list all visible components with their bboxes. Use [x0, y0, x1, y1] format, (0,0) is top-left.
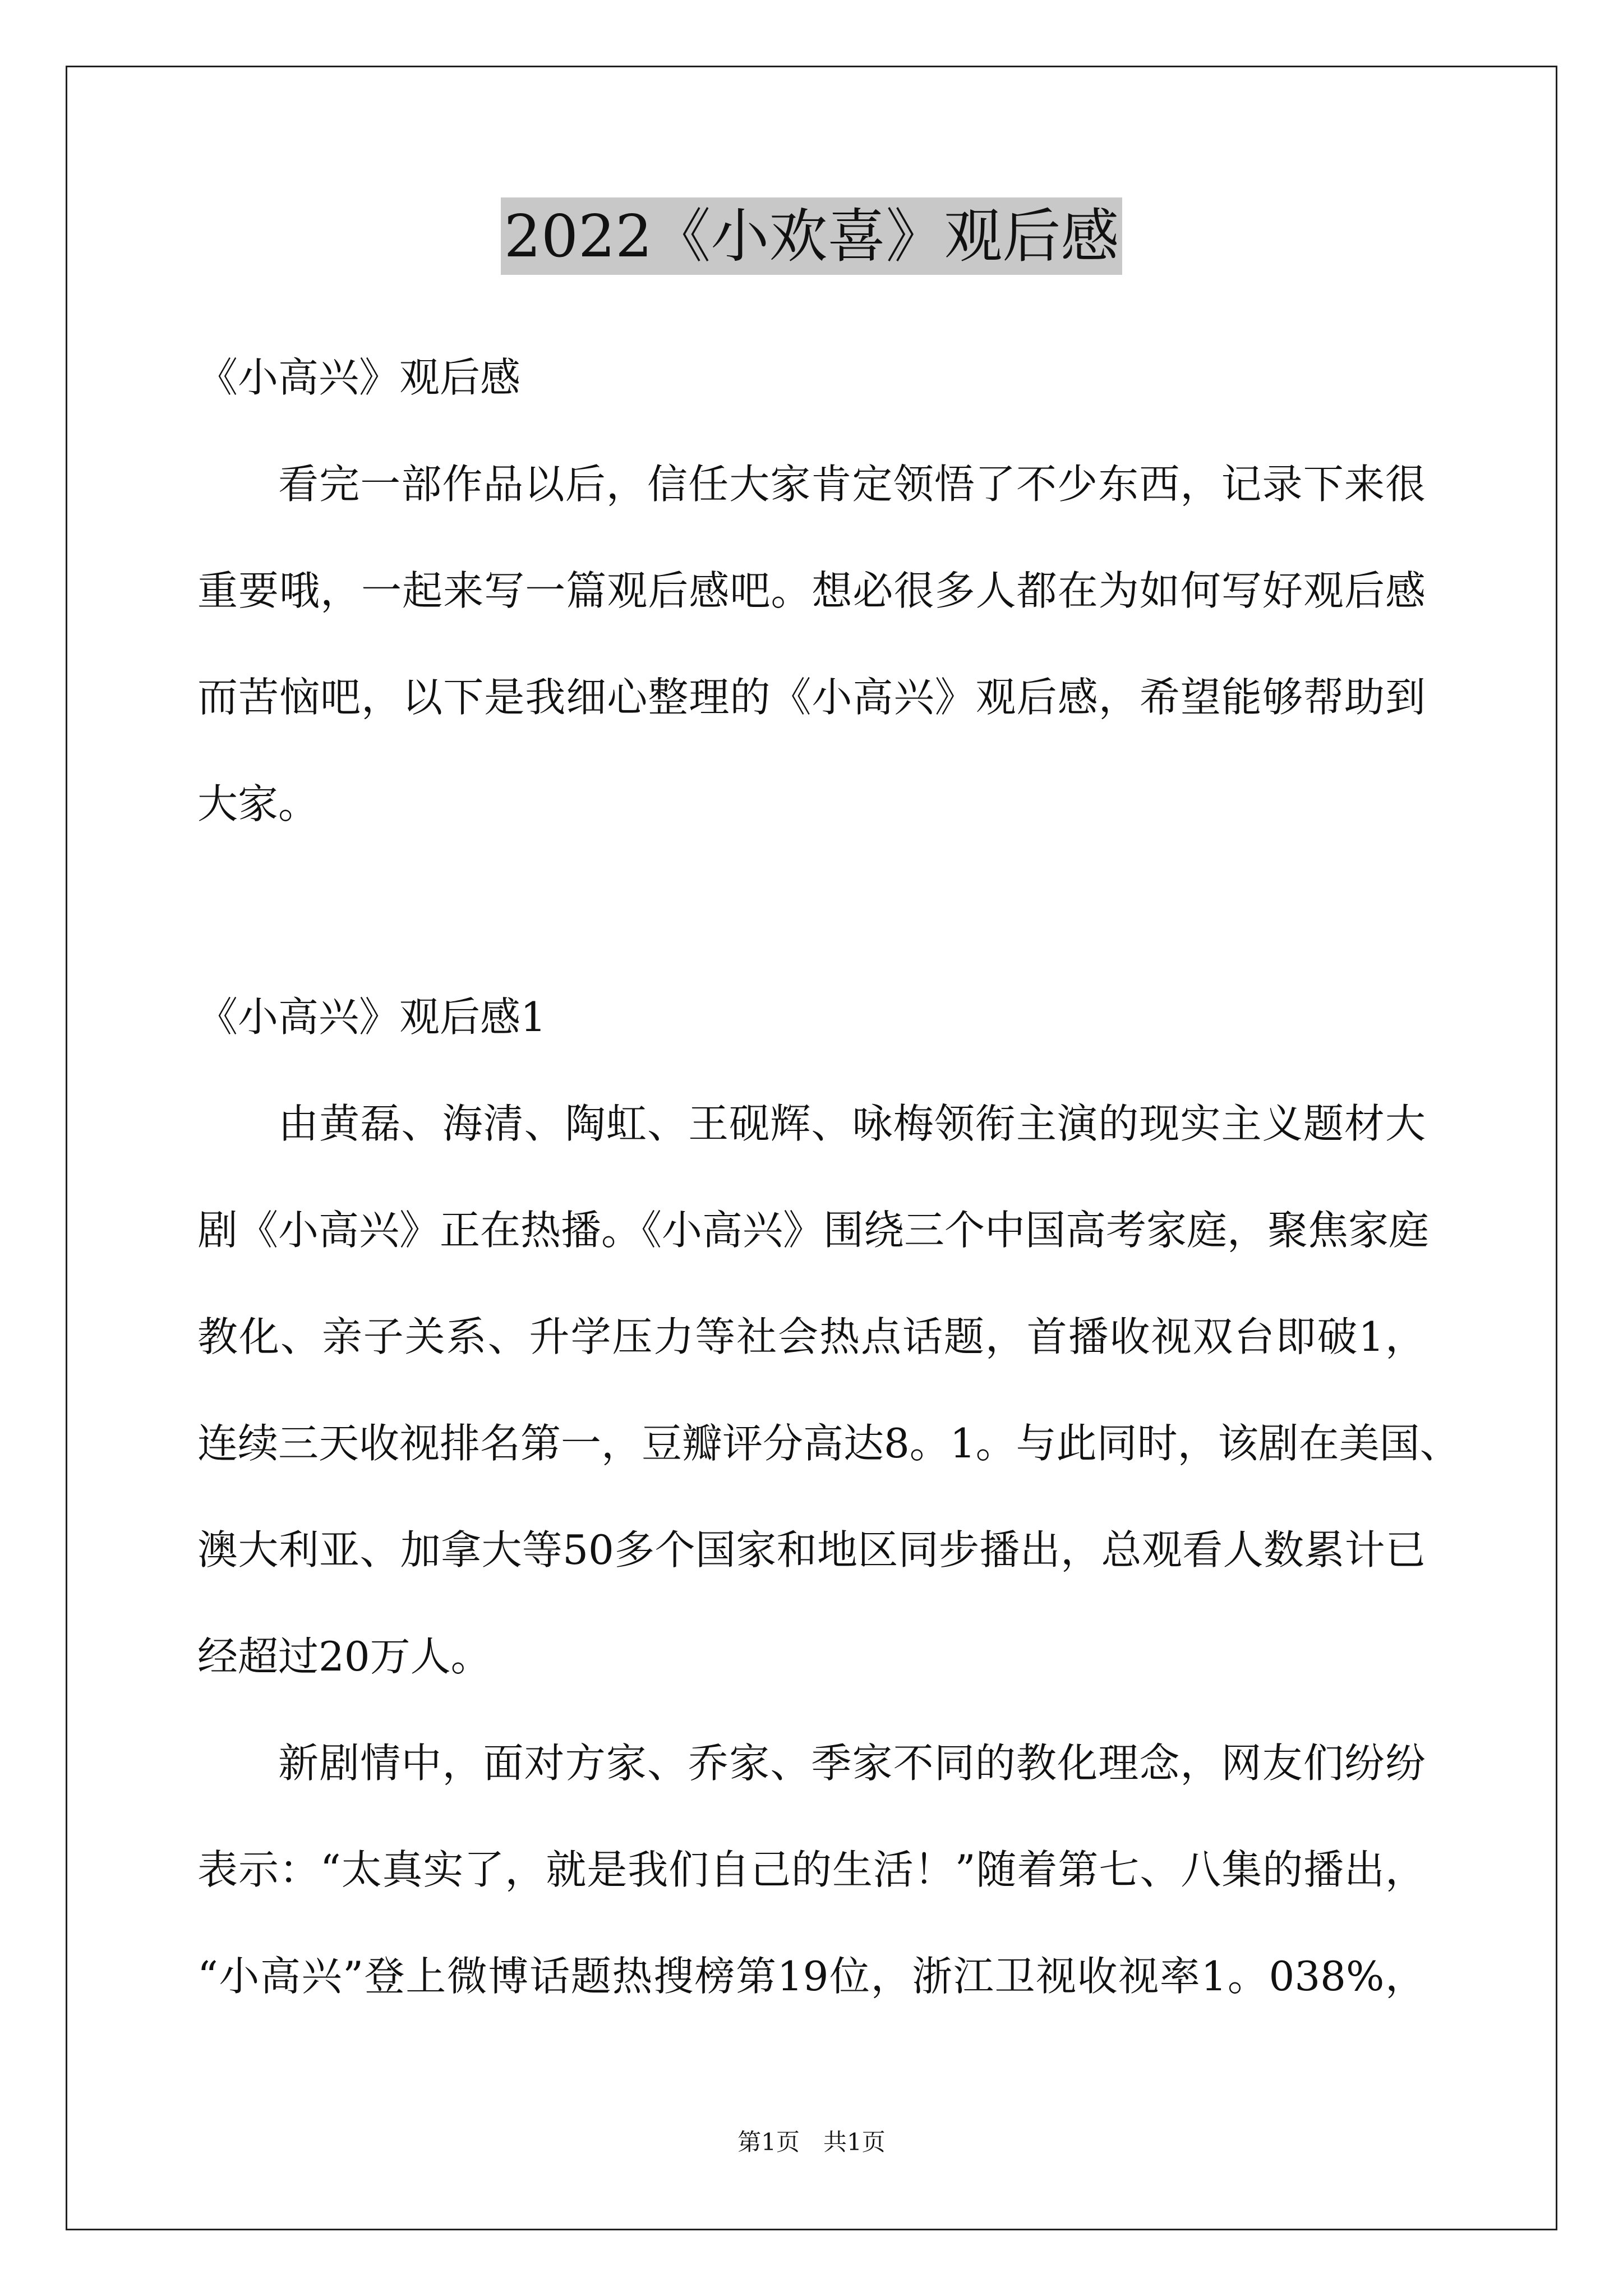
paragraph-line: 教化、亲子关系、升学压力等社会热点话题，首播收视双台即破1，	[197, 1313, 1426, 1360]
paragraph	[197, 1070, 1460, 1710]
paragraph-line: 而苦恼吧，以下是我细心整理的《小高兴》观后感，希望能够帮助到	[197, 674, 1426, 721]
paragraph-line: 由黄磊、海清、陶虹、王砚辉、咏梅领衔主演的现实主义题材大	[278, 1100, 1426, 1147]
paragraph-line: 看完一部作品以后，信任大家肯定领悟了不少东西，记录下来很	[278, 461, 1426, 508]
paragraph-line: 连续三天收视排名第一，豆瓣评分高达8。1。与此同时，该剧在美国、	[197, 1420, 1460, 1467]
paragraph-line: 重要哦，一起来写一篇观后感吧。想必很多人都在为如何写好观后感	[197, 567, 1426, 614]
document-body	[197, 324, 1460, 2030]
paragraph-line: 表示：“太真实了，就是我们自己的生活！”随着第七、八集的播出，	[197, 1846, 1426, 1893]
section-heading: 《小高兴》观后感	[197, 354, 521, 401]
document-title: 2022《小欢喜》观后感	[501, 197, 1123, 275]
paragraph-line: 经超过20万人。	[197, 1633, 491, 1680]
page-total: 共1页	[823, 2128, 886, 2156]
paragraph-line: “小高兴”登上微博话题热搜榜第19位，浙江卫视收视率1。038%，	[197, 1953, 1426, 2000]
paragraph	[197, 1710, 1426, 2030]
page-number: 第1页	[737, 2128, 800, 2156]
section-heading: 《小高兴》观后感1	[197, 993, 546, 1041]
paragraph-line: 剧《小高兴》正在热播。《小高兴》围绕三个中国高考家庭，聚焦家庭	[197, 1207, 1430, 1254]
paragraph-line: 澳大利亚、加拿大等50多个国家和地区同步播出，总观看人数累计已	[197, 1526, 1426, 1573]
page-footer	[0, 2129, 1623, 2156]
paragraph-line: 新剧情中，面对方家、乔家、季家不同的教化理念，网友们纷纷	[278, 1740, 1426, 1787]
intro-paragraph	[197, 431, 1426, 857]
paragraph-line: 大家。	[197, 780, 319, 827]
title-area	[0, 197, 1623, 275]
